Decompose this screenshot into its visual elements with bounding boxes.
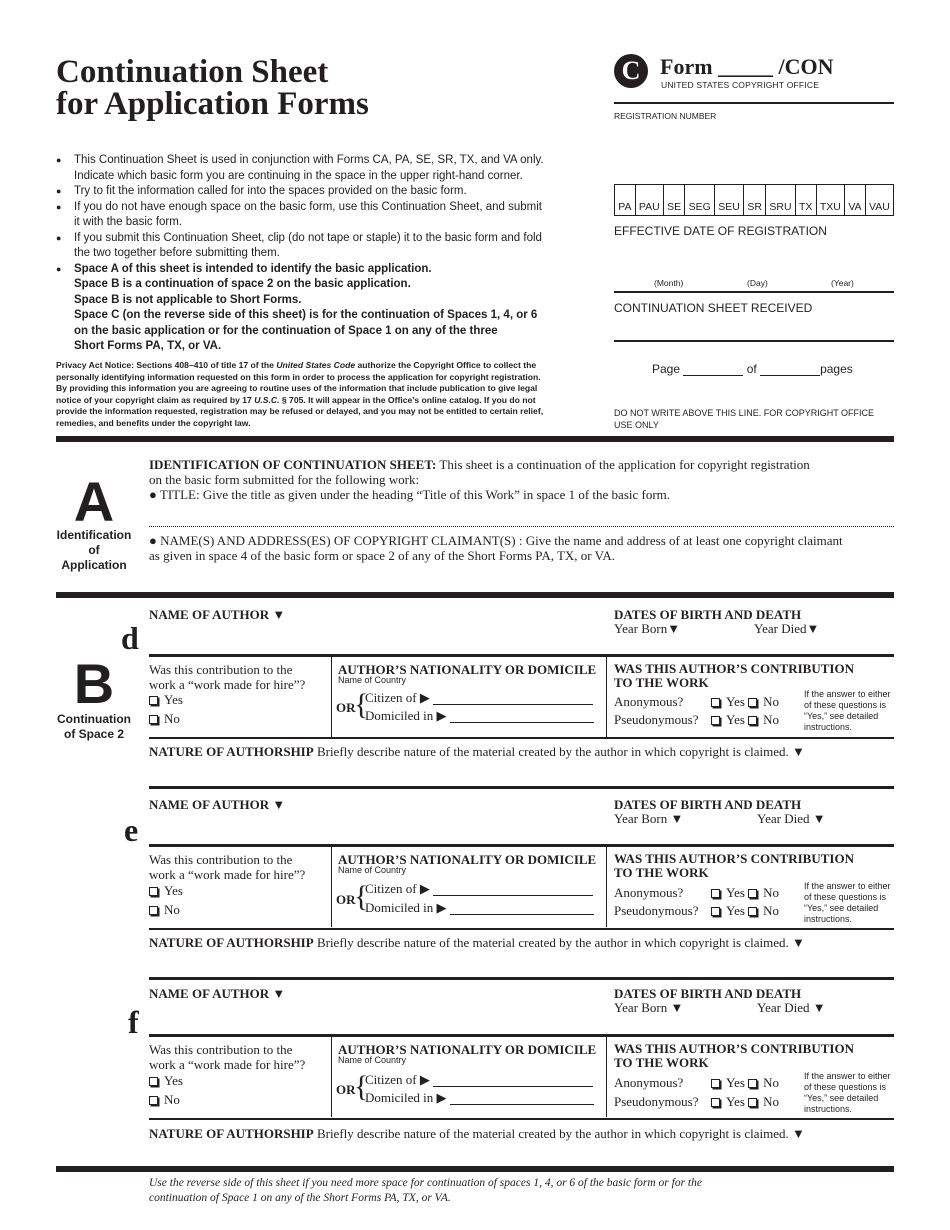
country-label: Name of Country — [338, 1055, 407, 1065]
registration-number-label: REGISTRATION NUMBER — [614, 111, 717, 121]
author-letter: f — [128, 1004, 139, 1040]
author-block-f — [0, 978, 950, 1168]
anonymous-label: Anonymous? — [614, 694, 684, 709]
form-type-box[interactable]: SEU — [715, 185, 744, 215]
list-item: ● Space A of this sheet is intended to identify the basic application. Space B is a continuation of space 2 on the basic application. Space B is not applicable to Short Forms. Space C (on the reverse side of this sheet) is for the continuation of Spaces 1, 4, or 6 on the basic application or for the continuation of Space 1 on any of the three Short Forms PA, TX, or VA. — [56, 262, 591, 355]
footer-note: Use the reverse side of this sheet if you need more space for continuation of spaces 1, 4, or 6 of the basic form or for the continuation of Space 1 on any of the Short Forms PA, TX, or VA. — [149, 1177, 702, 1204]
author-letter: d — [121, 620, 139, 656]
office-use-notice: DO NOT WRITE ABOVE THIS LINE. FOR COPYRIGHT OFFICE USE ONLY — [614, 408, 875, 430]
contribution-label: WAS THIS AUTHOR’S CONTRIBUTION TO THE WORK — [614, 851, 854, 880]
author-name-label: NAME OF AUTHOR ▼ — [149, 986, 286, 1001]
author-letter: e — [124, 812, 139, 848]
domiciled-field[interactable]: Domiciled in ▶ — [365, 1090, 594, 1105]
list-item: ● If you do not have enough space on the basic form, use this Continuation Sheet, and submit it with the basic form. — [56, 200, 591, 231]
hire-no-option[interactable]: No — [149, 902, 180, 917]
divider — [606, 847, 607, 927]
list-item: ● Try to fit the information called for into the spaces provided on the basic form. — [56, 184, 591, 200]
divider — [149, 737, 894, 739]
answer-note: If the answer to either of these questions is “Yes,” see detailed instructions. — [804, 881, 891, 924]
pseudonymous-label: Pseudonymous? — [614, 1094, 699, 1109]
divider — [606, 657, 607, 737]
divider — [149, 1034, 894, 1037]
brace-icon: { — [354, 880, 369, 913]
country-label: Name of Country — [338, 865, 407, 875]
instructions-list — [56, 153, 591, 355]
copyright-logo-icon: C — [614, 54, 648, 88]
section-b-letter: B — [73, 652, 115, 715]
anonymous-options[interactable]: Yes No — [711, 885, 779, 900]
checkbox[interactable] — [149, 715, 158, 724]
checkbox[interactable] — [149, 1096, 158, 1105]
divider — [614, 102, 894, 104]
office-name: UNITED STATES COPYRIGHT OFFICE — [661, 80, 820, 90]
year-died-label: Year Died ▼ — [757, 1000, 826, 1015]
brace-icon: { — [354, 1070, 369, 1103]
checkbox[interactable] — [711, 716, 720, 725]
page-total-field[interactable] — [760, 375, 820, 376]
form-type-box[interactable]: SR — [744, 185, 766, 215]
pseudonymous-options[interactable]: Yes No — [711, 903, 779, 918]
year-born-label: Year Born ▼ — [614, 811, 684, 826]
divider — [331, 1037, 332, 1117]
form-type-box[interactable]: VAU — [869, 201, 890, 213]
citizen-field[interactable]: Citizen of ▶ — [365, 690, 593, 705]
work-for-hire-question: Was this contribution to the work a “work made for hire”? — [149, 852, 306, 882]
year-died-label: Year Died▼ — [754, 621, 820, 636]
form-type-box[interactable]: PA — [615, 185, 636, 215]
author-name-label: NAME OF AUTHOR ▼ — [149, 797, 286, 812]
checkbox[interactable] — [149, 1077, 158, 1086]
anonymous-options[interactable]: Yes No — [711, 694, 779, 709]
or-label: OR — [336, 1082, 356, 1097]
nature-of-authorship: NATURE OF AUTHORSHIP Briefly describe nature of the material created by the author in which copyright is claimed. ▼ — [149, 744, 805, 759]
hire-no-option[interactable]: No — [149, 711, 180, 726]
author-name-field[interactable] — [149, 1010, 609, 1034]
privacy-act-notice: Privacy Act Notice: Sections 408–410 of title 17 of the United States Code authorize the Copyright Office to collect the personally identifying information requested on this form in order to process the application for copyright registration. By providing this information you are agreeing to routine uses of the information that include publication to give legal notice of your copyright claim as required by 17 U.S.C. § 705. It will appear in the Office’s online catalog. If you do not provide the information requested, registration may be refused or delayed, and you may not be entitled to certain relief, remedies, and benefits under the copyright law. — [56, 360, 544, 428]
year-died-label: Year Died ▼ — [757, 811, 826, 826]
page-number-field[interactable] — [683, 375, 743, 376]
checkbox[interactable] — [748, 698, 757, 707]
dates-label: DATES OF BIRTH AND DEATH — [614, 797, 802, 812]
form-type-box[interactable]: TX — [796, 185, 817, 215]
form-type-boxes — [614, 184, 894, 216]
or-label: OR — [336, 892, 356, 907]
year-born-label: Year Born ▼ — [614, 1000, 684, 1015]
pseudonymous-options[interactable]: Yes No — [711, 1094, 779, 1109]
checkbox[interactable] — [748, 1098, 757, 1107]
list-item: ● This Continuation Sheet is used in conjunction with Forms CA, PA, SE, SR, TX, and VA only. Indicate which basic form you are continuing in the space in the upper right-hand corner. — [56, 153, 591, 184]
contribution-label: WAS THIS AUTHOR’S CONTRIBUTION TO THE WORK — [614, 661, 854, 690]
dates-label: DATES OF BIRTH AND DEATH — [614, 986, 802, 1001]
work-for-hire-question: Was this contribution to the work a “work made for hire”? — [149, 1042, 306, 1072]
brace-icon: { — [354, 688, 369, 721]
answer-note: If the answer to either of these questions is “Yes,” see detailed instructions. — [804, 689, 891, 732]
checkbox[interactable] — [748, 1079, 757, 1088]
form-type-box[interactable]: SRU — [766, 185, 796, 215]
year-label: (Year) — [831, 278, 854, 288]
hire-yes-option[interactable]: Yes — [149, 883, 183, 898]
year-born-label: Year Born▼ — [614, 621, 681, 636]
section-divider — [56, 1166, 894, 1172]
divider — [614, 340, 894, 342]
form-type-box[interactable]: PAU — [636, 185, 664, 215]
divider — [149, 1118, 894, 1120]
pseudonymous-options[interactable]: Yes No — [711, 712, 779, 727]
form-type-box[interactable]: TXU — [817, 185, 845, 215]
nationality-label: AUTHOR’S NATIONALITY OR DOMICILE — [338, 1042, 597, 1057]
claimant-text: ● NAME(S) AND ADDRESS(ES) OF COPYRIGHT CLAIMANT(S) : Give the name and address of at least one copyright claimant as given in space 4 of the basic form or space 2 of any of the Short Forms PA, TX, or VA. — [149, 533, 843, 563]
checkbox[interactable] — [748, 716, 757, 725]
anonymous-label: Anonymous? — [614, 1075, 684, 1090]
identification-text: IDENTIFICATION OF CONTINUATION SHEET: This sheet is a continuation of the application for copyright registration on the basic form submitted for the following work: ● TITLE: Give the title as given under the heading “Title of this Work” in space 1 of the basic form. — [149, 457, 810, 502]
checkbox[interactable] — [711, 907, 720, 916]
form-type-box[interactable]: SEG — [685, 185, 715, 215]
citizen-field[interactable]: Citizen of ▶ — [365, 881, 593, 896]
hire-yes-option[interactable]: Yes — [149, 692, 183, 707]
citizen-field[interactable]: Citizen of ▶ — [365, 1072, 593, 1087]
checkbox[interactable] — [711, 1079, 720, 1088]
dates-label: DATES OF BIRTH AND DEATH — [614, 607, 802, 622]
section-b-label: Continuation of Space 2 — [57, 712, 131, 741]
work-for-hire-question: Was this contribution to the work a “work made for hire”? — [149, 662, 306, 692]
checkbox[interactable] — [748, 889, 757, 898]
author-block-d — [0, 598, 950, 788]
checkbox[interactable] — [748, 907, 757, 916]
author-block-e — [0, 788, 950, 978]
sheet-received-label: CONTINUATION SHEET RECEIVED — [614, 301, 813, 315]
form-number: Form _____ /CON — [660, 54, 834, 79]
divider — [149, 654, 894, 657]
pseudonymous-label: Pseudonymous? — [614, 712, 699, 727]
day-label: (Day) — [747, 278, 768, 288]
hire-no-option[interactable]: No — [149, 1092, 180, 1107]
checkbox[interactable] — [711, 1098, 720, 1107]
divider — [149, 928, 894, 930]
list-item: ● If you submit this Continuation Sheet, clip (do not tape or staple) it to the basic form and fold the two together before submitting them. — [56, 231, 591, 262]
section-a-label: Identification of Application — [56, 528, 132, 572]
checkbox[interactable] — [149, 887, 158, 896]
answer-note: If the answer to either of these questions is “Yes,” see detailed instructions. — [804, 1071, 891, 1114]
anonymous-label: Anonymous? — [614, 885, 684, 900]
divider — [331, 847, 332, 927]
nature-of-authorship: NATURE OF AUTHORSHIP Briefly describe nature of the material created by the author in which copyright is claimed. ▼ — [149, 1126, 805, 1141]
section-divider — [56, 436, 894, 442]
anonymous-options[interactable]: Yes No — [711, 1075, 779, 1090]
nationality-label: AUTHOR’S NATIONALITY OR DOMICILE — [338, 852, 597, 867]
nationality-label: AUTHOR’S NATIONALITY OR DOMICILE — [338, 662, 597, 677]
title-field[interactable] — [149, 526, 894, 527]
divider — [606, 1037, 607, 1117]
page-title: Continuation Sheet for Application Forms — [56, 54, 369, 122]
contribution-label: WAS THIS AUTHOR’S CONTRIBUTION TO THE WORK — [614, 1041, 854, 1070]
divider — [149, 844, 894, 847]
country-label: Name of Country — [338, 675, 407, 685]
divider — [331, 657, 332, 737]
effective-date-label: EFFECTIVE DATE OF REGISTRATION — [614, 224, 827, 238]
month-label: (Month) — [654, 278, 684, 288]
domiciled-field[interactable]: Domiciled in ▶ — [365, 708, 594, 723]
nature-of-authorship: NATURE OF AUTHORSHIP Briefly describe nature of the material created by the author in which copyright is claimed. ▼ — [149, 935, 805, 950]
form-type-box[interactable]: VA — [845, 185, 866, 215]
form-type-box[interactable]: SE — [664, 185, 685, 215]
checkbox[interactable] — [711, 889, 720, 898]
author-name-field[interactable] — [149, 820, 609, 844]
section-a-letter: A — [73, 470, 115, 533]
domiciled-field[interactable]: Domiciled in ▶ — [365, 900, 594, 915]
checkbox[interactable] — [149, 696, 158, 705]
checkbox[interactable] — [149, 906, 158, 915]
page-count: Page of pages — [652, 362, 853, 376]
author-name-field[interactable] — [149, 630, 609, 654]
divider — [614, 291, 894, 293]
checkbox[interactable] — [711, 698, 720, 707]
hire-yes-option[interactable]: Yes — [149, 1073, 183, 1088]
or-label: OR — [336, 700, 356, 715]
author-name-label: NAME OF AUTHOR ▼ — [149, 607, 286, 622]
pseudonymous-label: Pseudonymous? — [614, 903, 699, 918]
